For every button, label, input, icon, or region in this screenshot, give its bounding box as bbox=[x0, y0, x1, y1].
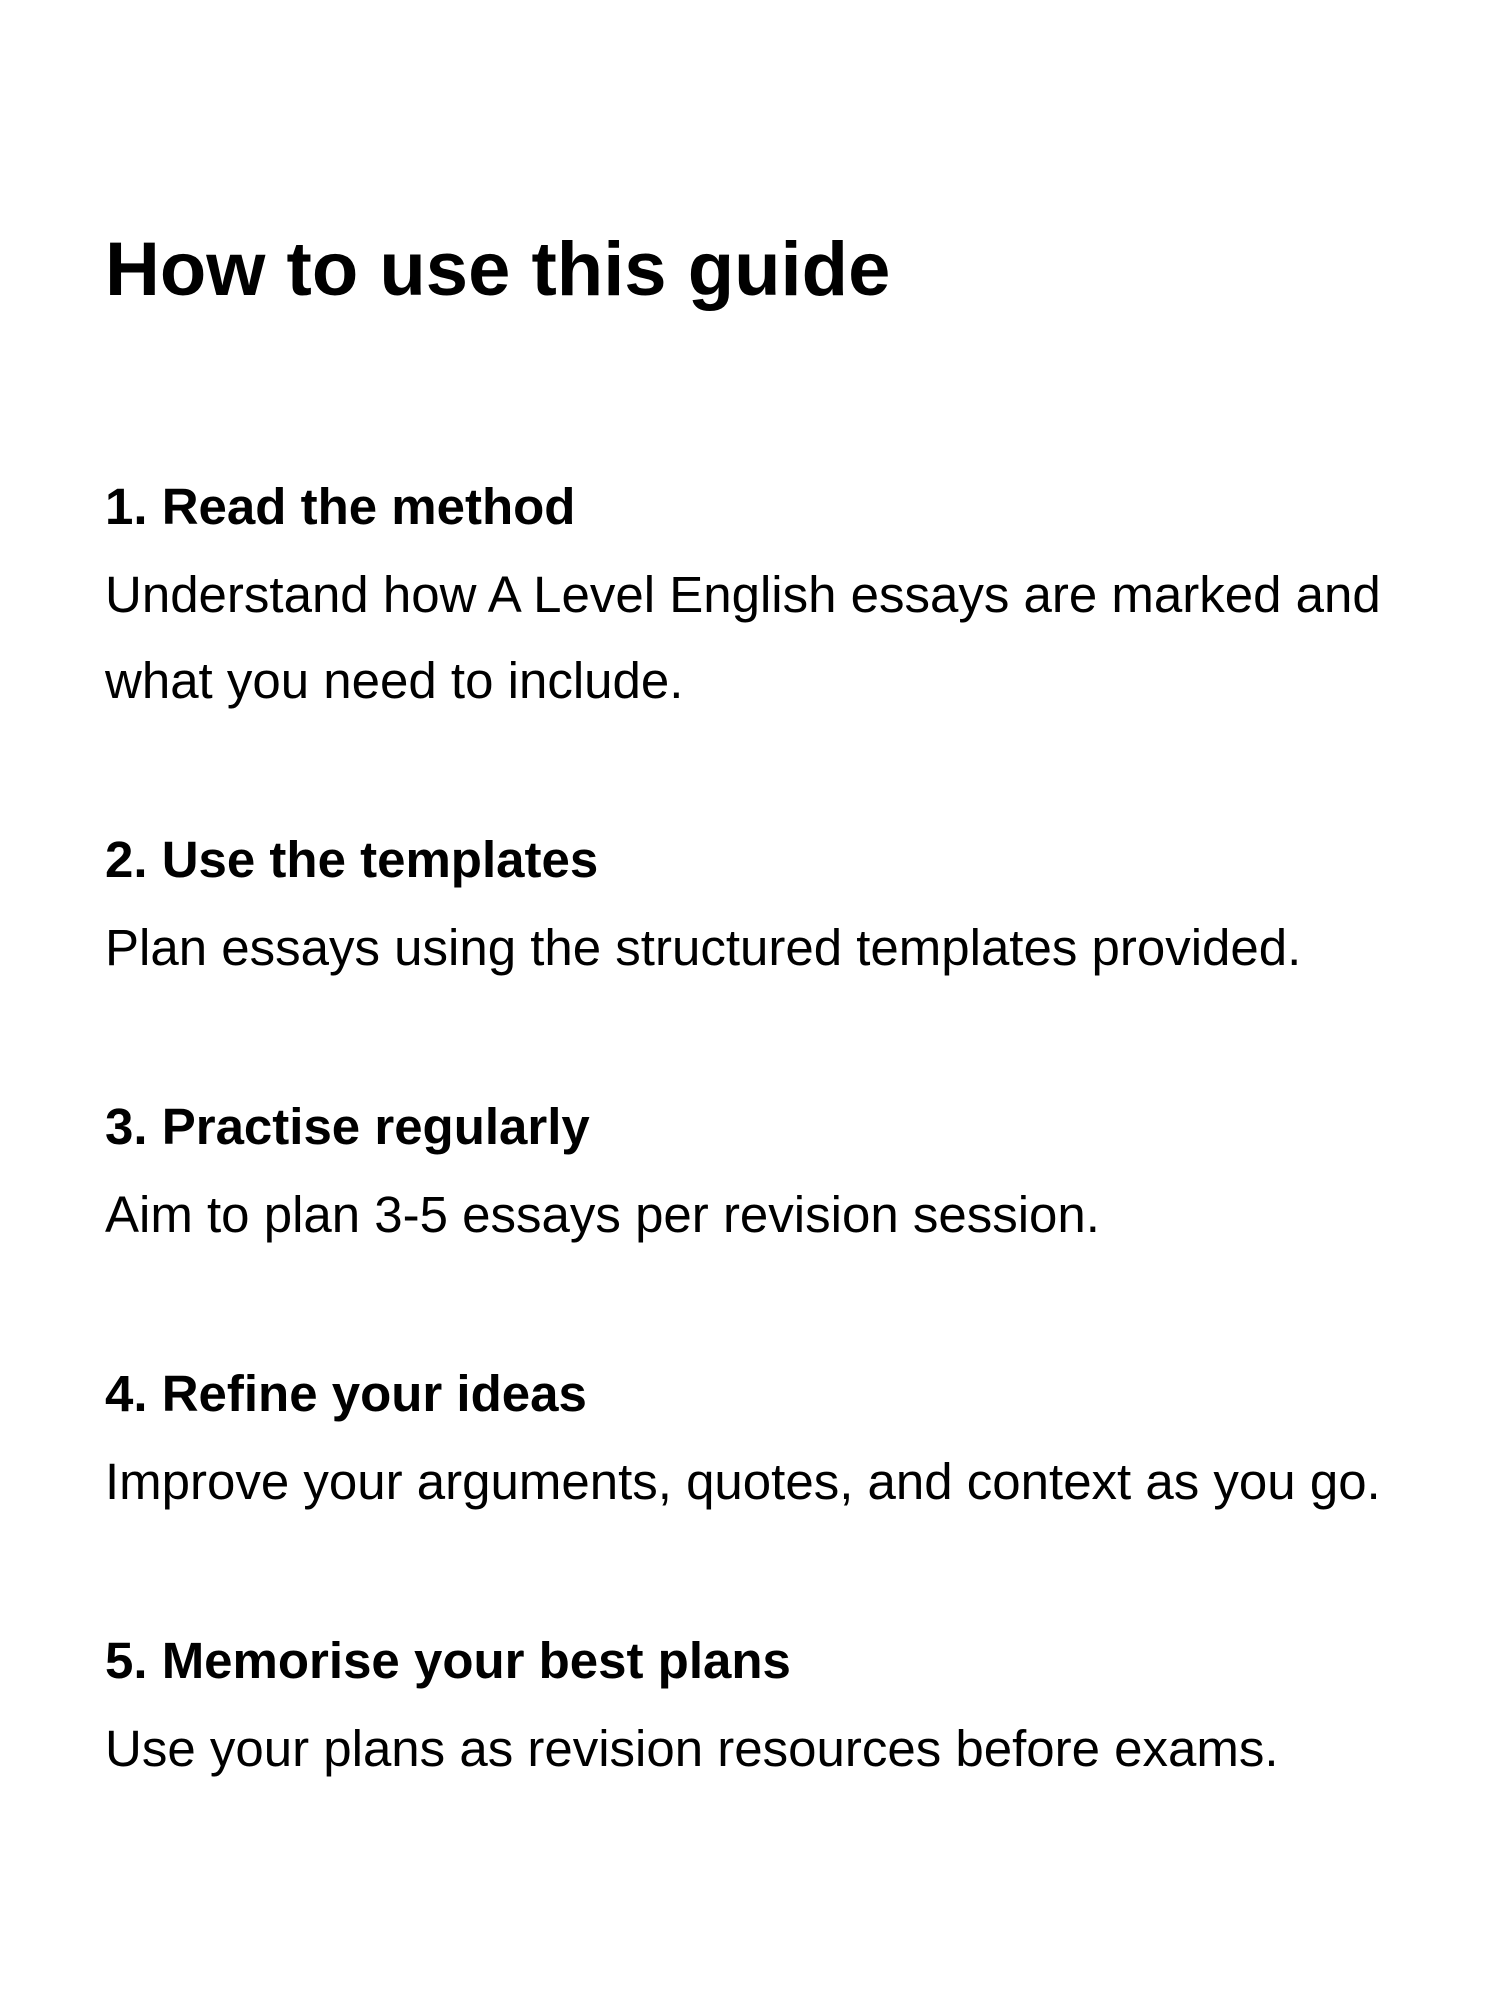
step-item bbox=[105, 1631, 1465, 1792]
step-heading: 1. Read the method bbox=[105, 478, 576, 535]
step-description: Improve your arguments, quotes, and context as you go. bbox=[105, 1453, 1381, 1510]
step-description: Use your plans as revision resources before exams. bbox=[105, 1720, 1279, 1777]
step-description: Aim to plan 3-5 essays per revision session. bbox=[105, 1186, 1100, 1243]
step-heading: 5. Memorise your best plans bbox=[105, 1632, 791, 1689]
step-item bbox=[105, 477, 1465, 724]
step-description: Understand how A Level English essays are marked and what you need to include. bbox=[105, 566, 1381, 709]
step-item bbox=[105, 830, 1465, 991]
step-item bbox=[105, 1364, 1465, 1525]
step-heading: 4. Refine your ideas bbox=[105, 1365, 587, 1422]
step-heading: 3. Practise regularly bbox=[105, 1098, 590, 1155]
step-description: Plan essays using the structured templates provided. bbox=[105, 919, 1302, 976]
page-title: How to use this guide bbox=[105, 227, 891, 312]
step-heading: 2. Use the templates bbox=[105, 831, 599, 888]
step-item bbox=[105, 1097, 1465, 1258]
